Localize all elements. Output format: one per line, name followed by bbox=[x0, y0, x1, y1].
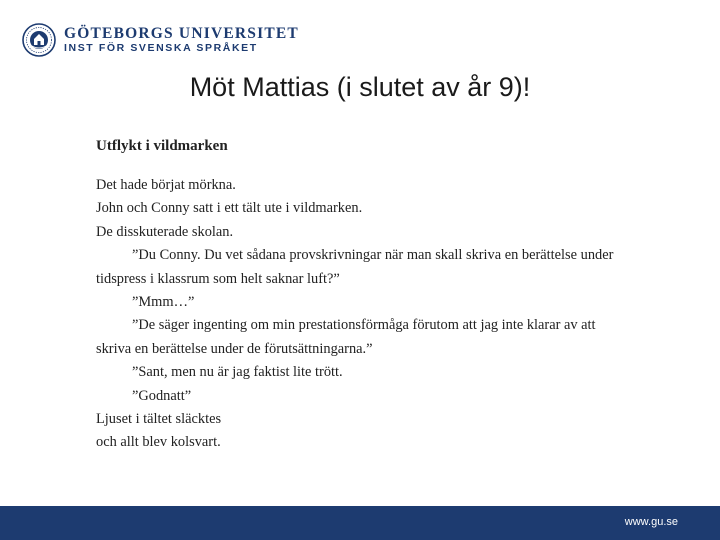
slide-title: Möt Mattias (i slutet av år 9)! bbox=[189, 72, 531, 102]
story-line: De disskuterade skolan. bbox=[96, 223, 234, 240]
footer-bar bbox=[0, 506, 720, 540]
university-name: GÖTEBORGS UNIVERSITET bbox=[64, 25, 299, 42]
dialogue-line: ”De säger ingenting om min prestationsförmåga förutom att jag inte klarar av att skriva en berättelse under de förutsättningarna.” bbox=[96, 317, 596, 357]
university-seal-icon bbox=[22, 23, 56, 57]
department-name: INST FÖR SVENSKA SPRÅKET bbox=[64, 42, 258, 54]
slide-body bbox=[96, 138, 616, 455]
story-heading: Utflykt i vildmarken bbox=[96, 138, 228, 154]
footer-url[interactable]: www.gu.se bbox=[624, 516, 678, 528]
university-wordmark bbox=[64, 25, 299, 55]
story-line: Det hade börjat mörkna. bbox=[96, 177, 236, 193]
dialogue-line: ”Du Conny. Du vet sådana provskrivningar när man skall skriva en berättelse under tidspress i klassrum som helt saknar luft?” bbox=[96, 247, 614, 287]
story-line: John och Conny satt i ett tält ute i vildmarken. bbox=[96, 200, 363, 217]
dialogue-line: ”Sant, men nu är jag faktist lite trött. bbox=[132, 364, 343, 381]
dialogue-line: ”Mmm…” bbox=[132, 294, 195, 311]
story-line: Ljuset i tältet släcktes bbox=[96, 411, 222, 428]
header bbox=[22, 20, 299, 60]
dialogue-line: ”Godnatt” bbox=[132, 387, 192, 404]
story-line: och allt blev kolsvart. bbox=[96, 434, 221, 451]
